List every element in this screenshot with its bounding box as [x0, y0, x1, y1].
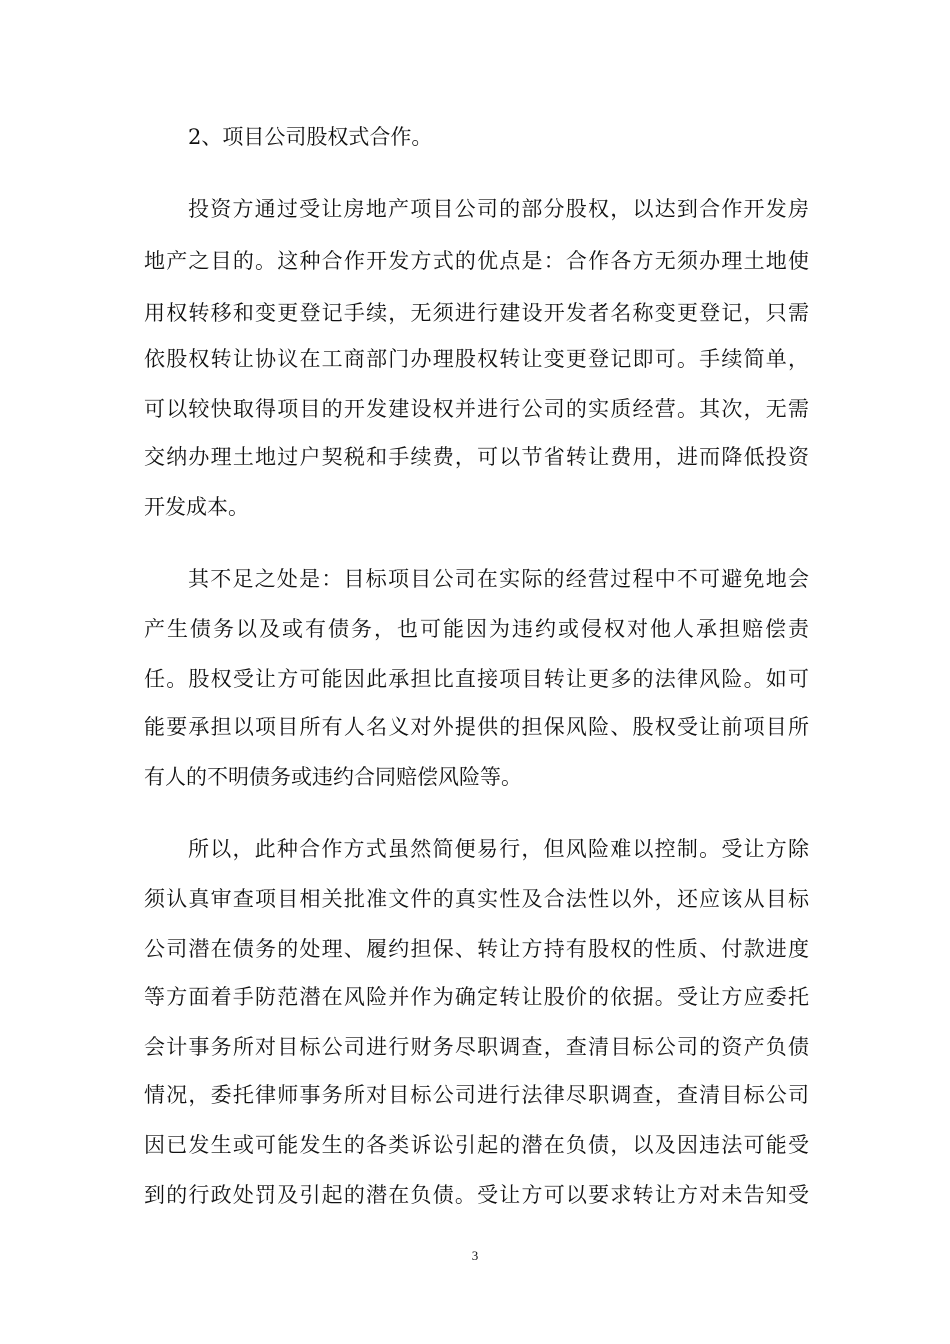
paragraph-3-line-7: 因已发生或可能发生的各类诉讼引起的潜在负债，以及因违法可能受 [144, 1133, 809, 1157]
paragraph-1-line-5: 可以较快取得项目的开发建设权并进行公司的实质经营。其次，无需 [144, 397, 809, 421]
paragraph-2-line-3: 任。股权受让方可能因此承担比直接项目转让更多的法律风险。如可 [144, 667, 809, 691]
paragraph-2-line-4: 能要承担以项目所有人名义对外提供的担保风险、股权受让前项目所 [144, 715, 809, 739]
page-number: 3 [471, 1248, 479, 1263]
paragraph-3-line-2: 须认真审查项目相关批准文件的真实性及合法性以外，还应该从目标 [144, 887, 809, 911]
paragraph-1-line-2: 地产之目的。这种合作开发方式的优点是：合作各方无须办理土地使 [144, 249, 809, 273]
section-heading: 2、项目公司股权式合作。 [188, 125, 433, 149]
paragraph-1-line-7: 开发成本。 [144, 495, 249, 519]
paragraph-1-line-1: 投资方通过受让房地产项目公司的部分股权，以达到合作开发房 [188, 197, 809, 221]
paragraph-1-line-4: 依股权转让协议在工商部门办理股权转让变更登记即可。手续简单， [144, 347, 809, 371]
paragraph-3-line-6: 情况，委托律师事务所对目标公司进行法律尽职调查，查清目标公司 [144, 1083, 809, 1107]
paragraph-3-line-5: 会计事务所对目标公司进行财务尽职调查，查清目标公司的资产负债 [144, 1035, 809, 1059]
paragraph-3-line-3: 公司潜在债务的处理、履约担保、转让方持有股权的性质、付款进度 [144, 937, 809, 961]
paragraph-3-line-4: 等方面着手防范潜在风险并作为确定转让股价的依据。受让方应委托 [144, 985, 809, 1009]
paragraph-3-line-8: 到的行政处罚及引起的潜在负债。受让方可以要求转让方对未告知受 [144, 1183, 809, 1207]
paragraph-2-line-1: 其不足之处是：目标项目公司在实际的经营过程中不可避免地会 [188, 567, 809, 591]
paragraph-2-line-2: 产生债务以及或有债务，也可能因为违约或侵权对他人承担赔偿责 [144, 617, 809, 641]
paragraph-2-line-5: 有人的不明债务或违约合同赔偿风险等。 [144, 765, 522, 789]
paragraph-3-line-1: 所以，此种合作方式虽然简便易行，但风险难以控制。受让方除 [188, 837, 809, 861]
paragraph-1-line-3: 用权转移和变更登记手续，无须进行建设开发者名称变更登记，只需 [144, 301, 809, 325]
paragraph-1-line-6: 交纳办理土地过户契税和手续费，可以节省转让费用，进而降低投资 [144, 445, 809, 469]
